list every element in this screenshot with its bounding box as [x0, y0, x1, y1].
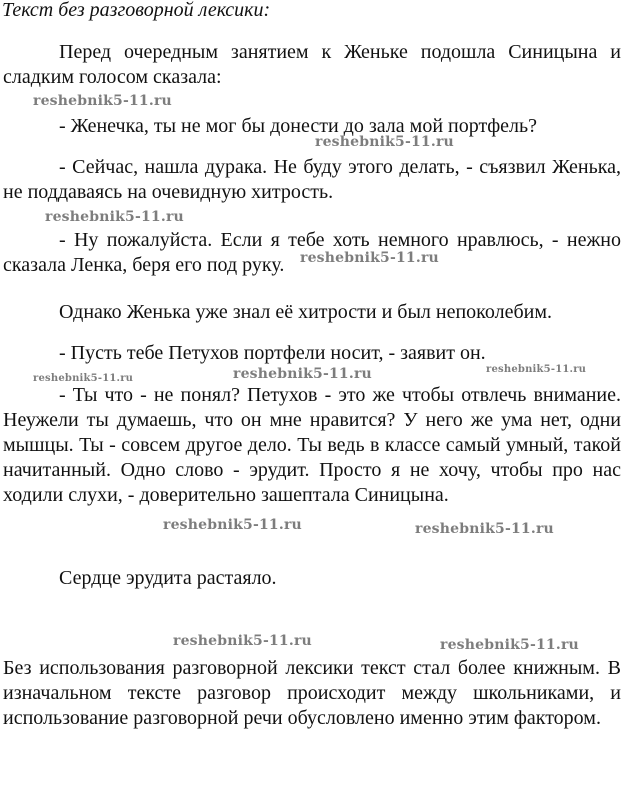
paragraph-analysis: Без использования разговорной лексики текст стал более книжным. В изначальном тексте разговор происходит между школьниками, и использование разговорной речи обусловлено именно этим фактором.: [3, 657, 621, 729]
paragraph-dialogue-5: - Ты что - не понял? Петухов - это же чтобы отвлечь внимание. Неужели ты думаешь, что он мне нравится? У него же ума нет, одни мышцы. Ты - совсем другое дело. Ты ведь в классе самый умный, такой начитанный. Одно слово - эрудит. Просто я не хочу, чтобы про нас ходили слухи, - доверительно зашептала Синицына.: [3, 384, 621, 506]
watermark: reshebnik5-11.ru: [233, 366, 372, 382]
watermark: reshebnik5-11.ru: [415, 521, 554, 537]
watermark: reshebnik5-11.ru: [163, 517, 302, 533]
watermark: reshebnik5-11.ru: [486, 364, 587, 375]
paragraph-dialogue-1: - Женечка, ты не мог бы донести до зала мой портфель?: [59, 115, 538, 137]
paragraph-dialogue-4: - Пусть тебе Петухов портфели носит, - заявит он.: [59, 342, 486, 364]
paragraph-dialogue-2: - Сейчас, нашла дурака. Не буду этого делать, - съязвил Женька, не поддаваясь на очевидную хитрость.: [3, 156, 621, 203]
section-heading: Текст без разговорной лексики:: [2, 0, 271, 21]
watermark: reshebnik5-11.ru: [440, 637, 579, 653]
paragraph-dialogue-3: - Ну пожалуйста. Если я тебе хоть немного нравлюсь, - нежно сказала Ленка, беря его под руку.: [3, 229, 621, 276]
watermark: reshebnik5-11.ru: [33, 373, 134, 384]
watermark: reshebnik5-11.ru: [33, 93, 172, 109]
paragraph-narration: Однако Женька уже знал её хитрости и был непоколебим.: [59, 301, 553, 323]
watermark: reshebnik5-11.ru: [45, 209, 184, 225]
watermark: reshebnik5-11.ru: [173, 633, 312, 649]
watermark: reshebnik5-11.ru: [300, 250, 439, 266]
paragraph-conclusion: Сердце эрудита растаяло.: [59, 567, 277, 589]
watermark: reshebnik5-11.ru: [315, 134, 454, 150]
paragraph-intro: Перед очередным занятием к Женьке подошла Синицына и сладким голосом сказала:: [3, 41, 621, 88]
